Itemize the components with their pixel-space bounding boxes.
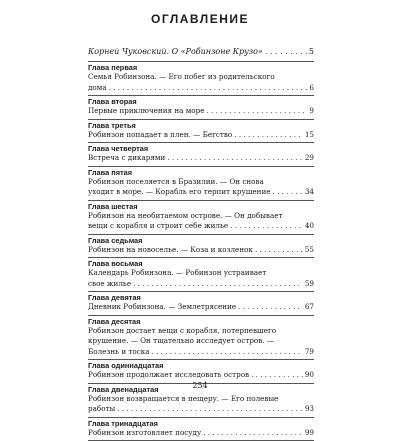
- chapter-page-number: 90: [305, 370, 314, 381]
- chapter-line-text: Встреча с дикарями: [88, 153, 165, 164]
- chapter-line: [88, 336, 314, 347]
- chapter-line-text: уходит в море. — Корабль его терпит крушение: [88, 187, 271, 198]
- chapter-line: [88, 83, 314, 94]
- chapter-entry: [88, 143, 314, 167]
- chapter-line: [88, 370, 314, 381]
- chapter-line: [88, 130, 314, 141]
- chapter-line-text: Робинзон поселяется в Бразилии. — Он снова: [88, 177, 264, 188]
- chapter-page-number: 6: [309, 83, 314, 94]
- dot-leader: [152, 347, 303, 358]
- chapter-line-text: Робинзон продолжает исследовать остров: [88, 370, 249, 381]
- chapter-line-text: Робинзон достает вещи с корабля, потерпевшего: [88, 326, 276, 337]
- dot-leader: [117, 404, 303, 415]
- chapter-page-number: 55: [305, 245, 314, 256]
- chapter-entry: [88, 316, 314, 361]
- chapter-entry: [88, 418, 314, 441]
- chapter-entry: [88, 62, 314, 96]
- intro-page-number: 5: [309, 43, 314, 61]
- chapter-description: [88, 394, 314, 415]
- chapter-description: [88, 370, 314, 381]
- chapter-title: Глава девятая: [88, 293, 314, 302]
- dot-leader: [265, 43, 307, 61]
- chapter-line: [88, 268, 314, 279]
- chapter-line: [88, 72, 314, 83]
- chapter-entry: [88, 292, 314, 316]
- chapter-title: Глава третья: [88, 121, 314, 130]
- chapter-line: [88, 404, 314, 415]
- chapter-page-number: 59: [305, 279, 314, 290]
- chapter-description: [88, 106, 314, 117]
- chapter-page-number: 93: [305, 404, 314, 415]
- chapter-title: Глава тринадцатая: [88, 419, 314, 428]
- chapter-title: Глава десятая: [88, 317, 314, 326]
- chapter-title: Глава шестая: [88, 202, 314, 211]
- dot-leader: [251, 370, 303, 381]
- chapter-line: [88, 302, 314, 313]
- chapter-entry: [88, 167, 314, 201]
- page-number: 254: [0, 381, 400, 390]
- chapter-page-number: 29: [305, 153, 314, 164]
- chapter-title: Глава четвертая: [88, 144, 314, 153]
- intro-author: Корней Чуковский.: [88, 43, 169, 61]
- chapter-line: [88, 245, 314, 256]
- chapter-line: [88, 428, 314, 439]
- chapter-line: [88, 279, 314, 290]
- chapter-title: Глава вторая: [88, 97, 314, 106]
- dot-leader: [273, 187, 303, 198]
- chapter-entry: [88, 235, 314, 259]
- chapter-line-text: Первые приключения на море: [88, 106, 204, 117]
- chapter-entry: [88, 96, 314, 120]
- dot-leader: [203, 428, 303, 439]
- dot-leader: [206, 106, 307, 117]
- chapter-page-number: 99: [305, 428, 314, 439]
- chapter-line-text: дома: [88, 83, 107, 94]
- chapter-description: [88, 130, 314, 141]
- chapter-description: [88, 428, 314, 439]
- chapter-line-text: Робинзон изготовляет посуду: [88, 428, 201, 439]
- chapter-title: Глава первая: [88, 63, 314, 72]
- intro-entry: [88, 43, 314, 62]
- chapter-description: [88, 302, 314, 313]
- dot-leader: [133, 279, 303, 290]
- chapter-line-text: Болезнь и тоска: [88, 347, 150, 358]
- dot-leader: [234, 130, 303, 141]
- chapter-entry: [88, 120, 314, 144]
- chapter-page-number: 34: [305, 187, 314, 198]
- chapter-title: Глава восьмая: [88, 259, 314, 268]
- chapter-entry: [88, 360, 314, 384]
- chapter-line: [88, 153, 314, 164]
- chapter-line-text: крушение. — Он тщательно исследует остров. —: [88, 336, 274, 347]
- chapter-line-text: вещи с корабля и строит себе жилье: [88, 221, 228, 232]
- chapter-description: [88, 72, 314, 93]
- chapter-line-text: Дневник Робинзона. — Землетрясение: [88, 302, 236, 313]
- chapter-line: [88, 211, 314, 222]
- chapter-page-number: 40: [305, 221, 314, 232]
- dot-leader: [238, 302, 303, 313]
- dot-leader: [109, 83, 308, 94]
- chapter-page-number: 15: [305, 130, 314, 141]
- chapter-line-text: Робинзон попадает в плен. — Бегство: [88, 130, 232, 141]
- dot-leader: [255, 245, 303, 256]
- chapter-line-text: работы: [88, 404, 115, 415]
- chapter-description: [88, 153, 314, 164]
- chapter-title: Глава одиннадцатая: [88, 361, 314, 370]
- chapter-page-number: 9: [309, 106, 314, 117]
- chapter-description: [88, 245, 314, 256]
- chapter-description: [88, 177, 314, 198]
- chapter-description: [88, 268, 314, 289]
- chapter-line: [88, 347, 314, 358]
- chapter-line-text: Семья Робинзона. — Его побег из родительского: [88, 72, 275, 83]
- chapter-page-number: 67: [305, 302, 314, 313]
- chapter-line: [88, 106, 314, 117]
- chapter-line-text: Календарь Робинзона. — Робинзон устраивает: [88, 268, 266, 279]
- page-title: ОГЛАВЛЕНИЕ: [0, 12, 400, 26]
- chapter-description: [88, 211, 314, 232]
- chapter-title: Глава двенадцатая: [88, 385, 314, 394]
- chapter-line: [88, 221, 314, 232]
- chapter-line: [88, 394, 314, 405]
- chapter-line-text: Робинзон возвращается в пещеру. — Его полевые: [88, 394, 278, 405]
- chapter-entry: [88, 258, 314, 292]
- dot-leader: [230, 221, 303, 232]
- chapter-line-text: Робинзон на необитаемом острове. — Он добывает: [88, 211, 282, 222]
- chapter-line: [88, 326, 314, 337]
- chapter-line-text: Робинзон на новоселье. — Коза и козленок: [88, 245, 253, 256]
- chapter-title: Глава пятая: [88, 168, 314, 177]
- chapter-description: [88, 326, 314, 358]
- chapter-title: Глава седьмая: [88, 236, 314, 245]
- chapter-page-number: 79: [305, 347, 314, 358]
- chapter-line-text: свое жилье: [88, 279, 131, 290]
- chapter-line: [88, 187, 314, 198]
- intro-title: О «Робинзоне Крузо»: [172, 43, 263, 61]
- chapter-entry: [88, 201, 314, 235]
- dot-leader: [167, 153, 303, 164]
- chapter-line: [88, 177, 314, 188]
